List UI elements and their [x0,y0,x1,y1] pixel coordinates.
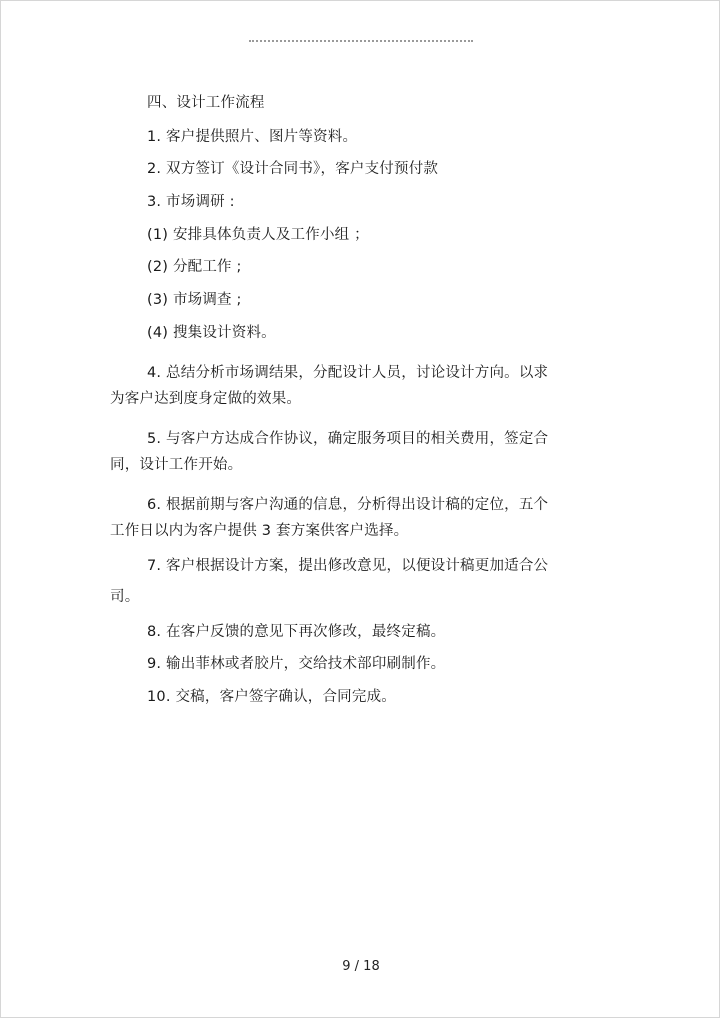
step-9: 9. 输出菲林或者胶片，交给技术部印刷制作。 [147,656,446,672]
substep-1: (1) 安排具体负责人及工作小组 ； [147,227,369,243]
section-title: 四、设计工作流程 [147,95,265,111]
step-5-line-2: 同，设计工作开始。 [110,457,243,473]
substep-2: (2) 分配工作 ; [147,259,242,275]
step-6-line-2: 工作日以内为客户提供 3 套方案供客户选择。 [110,523,409,539]
step-6-line-1: 6. 根据前期与客户沟通的信息，分析得出设计稿的定位，五个 [147,497,549,513]
step-5-line-1: 5. 与客户方达成合作协议，确定服务项目的相关费用，签定合 [147,431,549,447]
substep-4: (4) 搜集设计资料。 [147,325,276,341]
step-4-line-2: 为客户达到度身定做的效果。 [110,391,302,407]
step-3: 3. 市场调研 : [147,194,235,210]
step-7-line-1: 7. 客户根据设计方案，提出修改意见，以便设计稿更加适合公 [147,558,549,574]
page-number: 9 / 18 [342,959,380,974]
step-8: 8. 在客户反馈的意见下再次修改，最终定稿。 [147,624,446,640]
header-rule [249,40,473,42]
substep-3: (3) 市场调查 ; [147,292,242,308]
step-10: 10. 交稿，客户签字确认，合同完成。 [147,689,396,705]
step-2: 2. 双方签订《设计合同书》，客户支付预付款 [147,161,439,177]
step-1: 1. 客户提供照片、图片等资料。 [147,129,358,145]
step-4-line-1: 4. 总结分析市场调结果，分配设计人员，讨论设计方向。以求 [147,365,549,381]
step-7-line-2: 司。 [110,589,140,605]
